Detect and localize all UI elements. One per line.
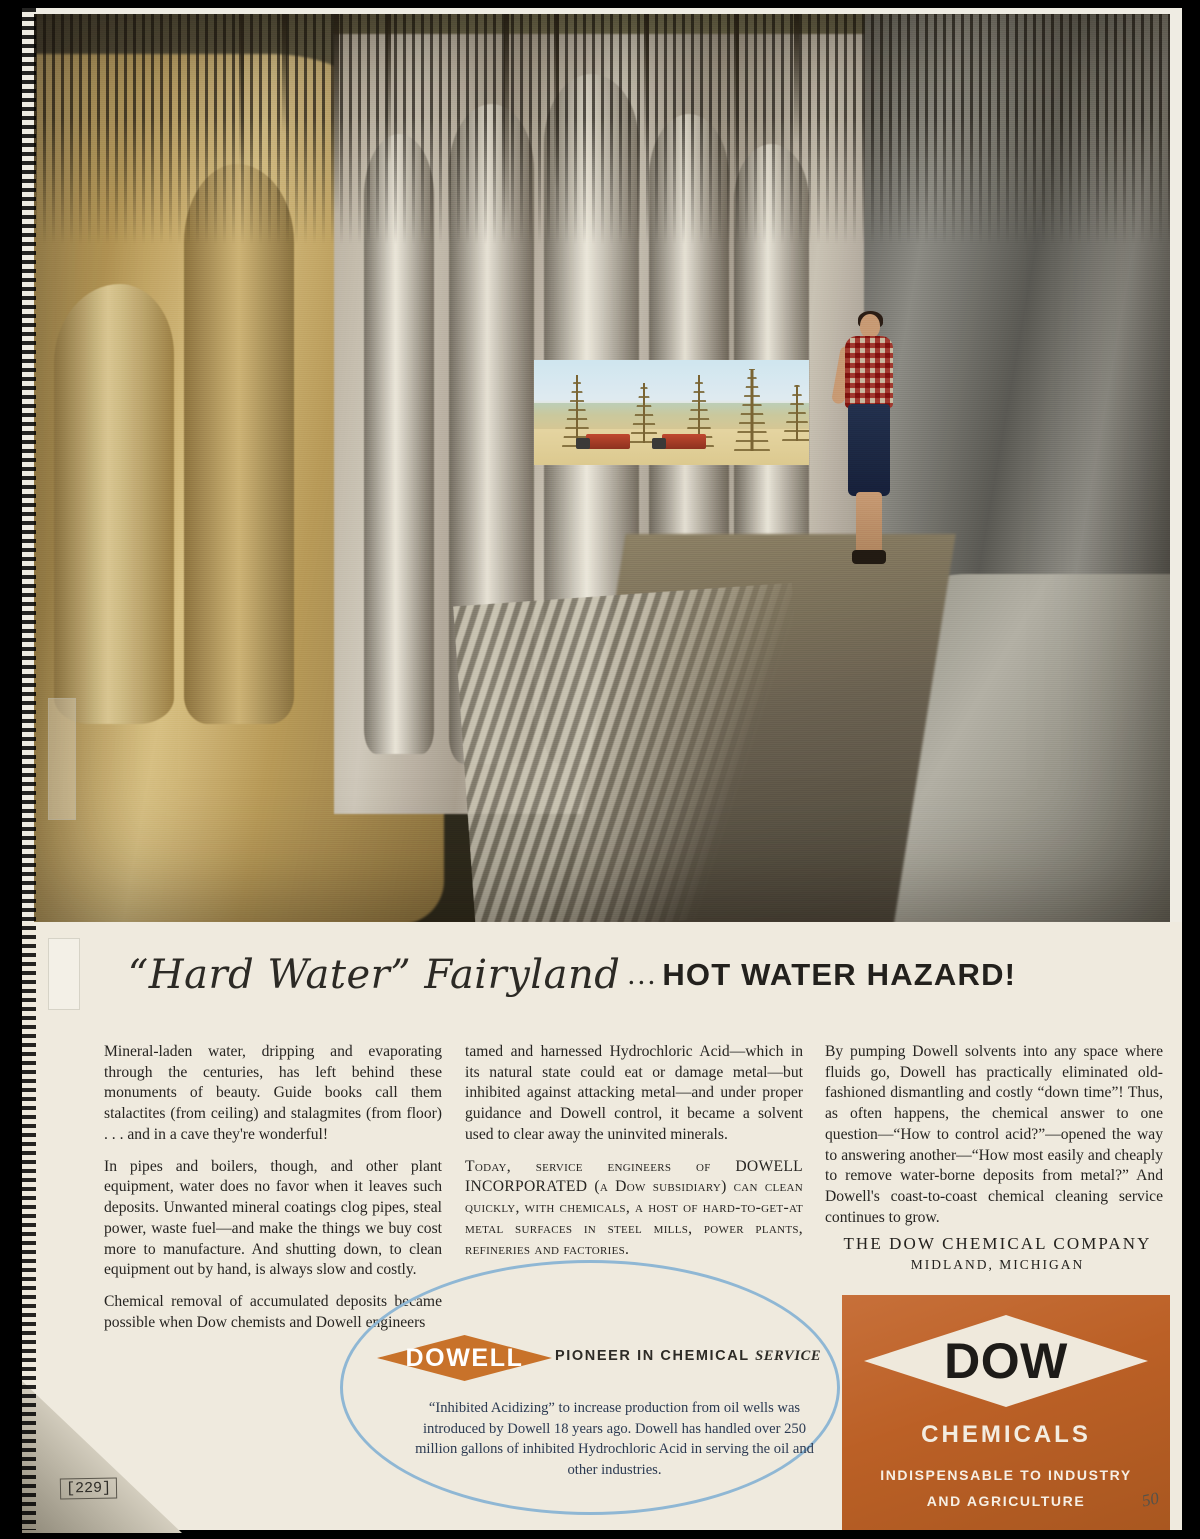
dow-chemicals-label: CHEMICALS (921, 1421, 1091, 1448)
dow-logo-text: DOW (944, 1333, 1068, 1389)
dow-brand-block (842, 1295, 1170, 1530)
headline-bold: HOT WATER HAZARD! (662, 957, 1017, 992)
paragraph: tamed and harnessed Hydrochloric Acid—which in its natural state could eat or damage metal—but inhibited against attacking metal—and under proper guidance and Dowell control, it became a solvent used to clear away the uninvited minerals. (465, 1043, 803, 1143)
tape-mark (48, 938, 80, 1010)
page-headline (22, 952, 1122, 998)
paragraph: Today, service engineers of DOWELL INCORPORATED (a Dow subsidiary) can clean quickly, with chemicals, a host of hard-to-get-at metal surfaces in steel mills, power plants, refineries and factories. (465, 1157, 803, 1258)
dow-slogan-line-1: INDISPENSABLE TO INDUSTRY (880, 1467, 1132, 1483)
company-name: THE DOW CHEMICAL COMPANY (843, 1234, 1152, 1253)
dowell-tagline (555, 1348, 821, 1365)
pencil-annotation: 50 (1140, 1488, 1161, 1511)
dowell-logo (377, 1335, 552, 1381)
paragraph: Mineral-laden water, dripping and evaporating through the centuries, has left behind these monuments of beauty. Guide books call them stalactites (from ceiling) and stalagmites (from floor) . . . and in a cave they're wonderful! (104, 1043, 442, 1143)
cave-photograph (34, 14, 1170, 922)
headline-script: “Hard Water” Fairyland (127, 952, 621, 998)
magazine-page (22, 8, 1182, 1530)
dow-slogan-line-2: AND AGRICULTURE (926, 1493, 1086, 1509)
company-signature (825, 1234, 1170, 1273)
photo-vignette (34, 14, 1170, 922)
headline-ellipsis: … (626, 958, 657, 991)
paragraph: Chemical removal of accumulated deposits became possible when Dow chemists and Dowell engineers (104, 1293, 442, 1331)
paragraph: In pipes and boilers, though, and other plant equipment, water does no favor when it leaves such deposits. Unwanted mineral coatings clog pipes, steal power, waste fuel—and make the things we buy cost more to manufacture. And shutting down, to clean equipment out by hand, is always slow and costly. (104, 1157, 442, 1279)
body-column-3 (825, 1042, 1163, 1240)
tape-mark (48, 698, 76, 820)
dowell-body-text: “Inhibited Acidizing” to increase production from oil wells was introduced by Dowell 18 years ago. Dowell has handled over 250 million gallons of inhibited Hydrochloric Acid in serving the oil and other industries. (415, 1400, 814, 1479)
archive-stamp: [229] (60, 1478, 117, 1500)
body-column-1 (104, 1042, 442, 1345)
dowell-tagline-em: SERVICE (755, 1348, 822, 1364)
paragraph: By pumping Dowell solvents into any space where fluids go, Dowell has practically eliminated old-fashioned dismantling and costly “down time”! Thus, as often happens, the chemical answer to one question—“How to control acid?”—opened the way to answering another—“How most easily and cheaply to remove water-borne deposits from metal?” And Dowell's coast-to-coast chemical cleaning service continues to grow. (825, 1043, 1163, 1226)
oilfield-illustration (534, 360, 809, 465)
dowell-logo-text: DOWELL (405, 1343, 524, 1372)
body-column-2 (465, 1042, 803, 1271)
dowell-tagline-pre: PIONEER IN CHEMICAL (555, 1348, 756, 1364)
company-location: MIDLAND, MICHIGAN (910, 1257, 1085, 1272)
tank-truck-icon (586, 434, 630, 449)
tank-truck-icon (662, 434, 706, 449)
